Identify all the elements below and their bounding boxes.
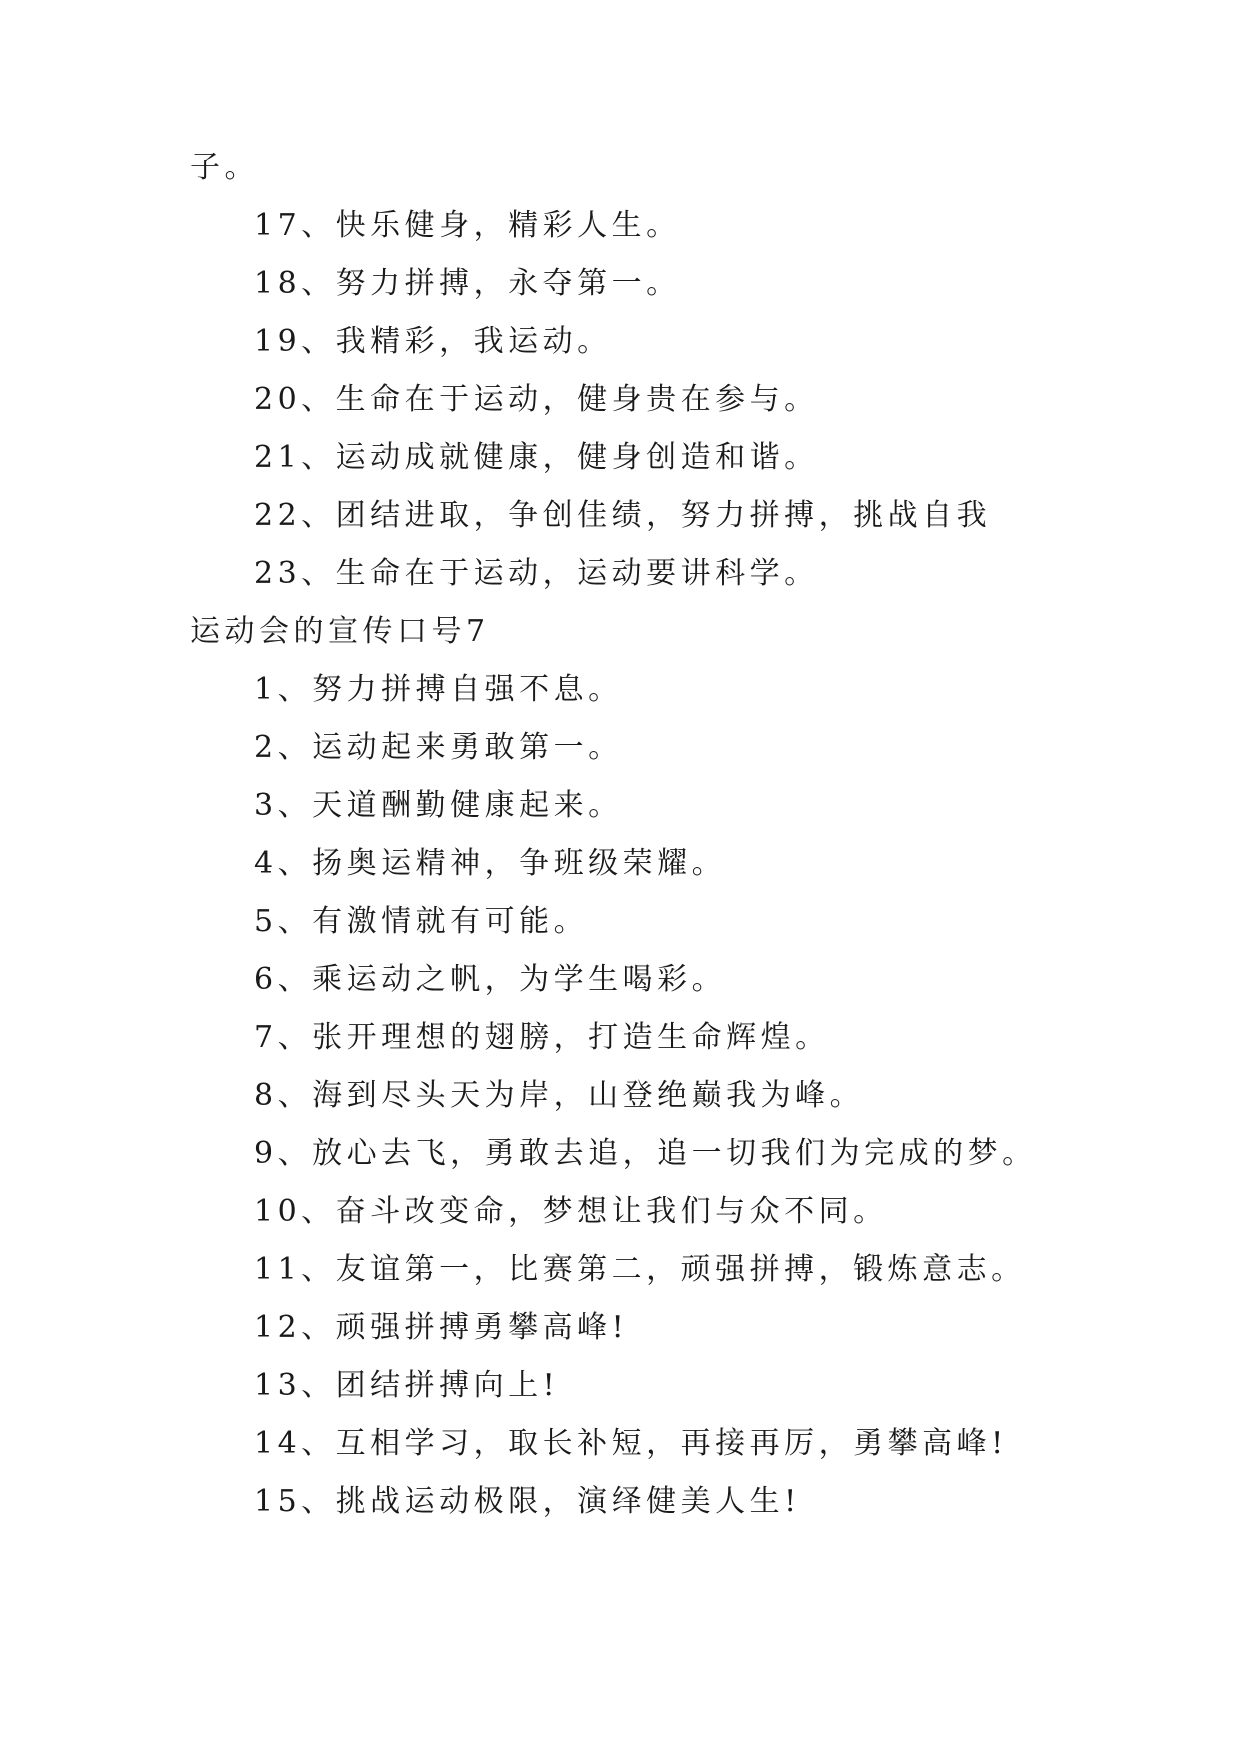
list-item: 18、努力拼搏，永夺第一。	[254, 266, 681, 301]
slogan-list-section-a	[0, 210, 1241, 616]
list-item: 7、张开理想的翅膀，打造生命辉煌。	[254, 1020, 830, 1055]
list-item: 19、我精彩，我运动。	[254, 324, 612, 359]
list-item: 10、奋斗改变命，梦想让我们与众不同。	[254, 1194, 888, 1229]
document-body	[0, 152, 1241, 1544]
list-item: 17、快乐健身，精彩人生。	[254, 208, 681, 243]
slogan-list-section-b	[0, 674, 1241, 1544]
list-item: 12、顽强拼搏勇攀高峰!	[254, 1310, 629, 1345]
list-item: 13、团结拼搏向上!	[254, 1368, 560, 1403]
list-item: 5、有激情就有可能。	[254, 904, 589, 939]
list-item: 3、天道酬勤健康起来。	[254, 788, 623, 823]
list-item: 1、努力拼搏自强不息。	[254, 672, 623, 707]
list-item: 4、扬奥运精神，争班级荣耀。	[254, 846, 727, 881]
section-heading: 运动会的宣传口号7	[190, 614, 490, 649]
list-item: 6、乘运动之帆，为学生喝彩。	[254, 962, 727, 997]
list-item: 22、团结进取，争创佳绩，努力拼搏，挑战自我	[254, 498, 992, 533]
list-item: 9、放心去飞，勇敢去追，追一切我们为完成的梦。	[254, 1136, 1037, 1171]
list-item: 2、运动起来勇敢第一。	[254, 730, 623, 765]
continuation-line: 子。	[190, 150, 259, 185]
list-item: 8、海到尽头天为岸，山登绝巅我为峰。	[254, 1078, 865, 1113]
list-item: 14、互相学习，取长补短，再接再厉，勇攀高峰!	[254, 1426, 1008, 1461]
list-item: 20、生命在于运动，健身贵在参与。	[254, 382, 819, 417]
list-item: 21、运动成就健康，健身创造和谐。	[254, 440, 819, 475]
list-item: 23、生命在于运动，运动要讲科学。	[254, 556, 819, 591]
list-item: 11、友谊第一，比赛第二，顽强拼搏，锻炼意志。	[254, 1252, 1026, 1287]
list-item: 15、挑战运动极限，演绎健美人生!	[254, 1484, 801, 1519]
